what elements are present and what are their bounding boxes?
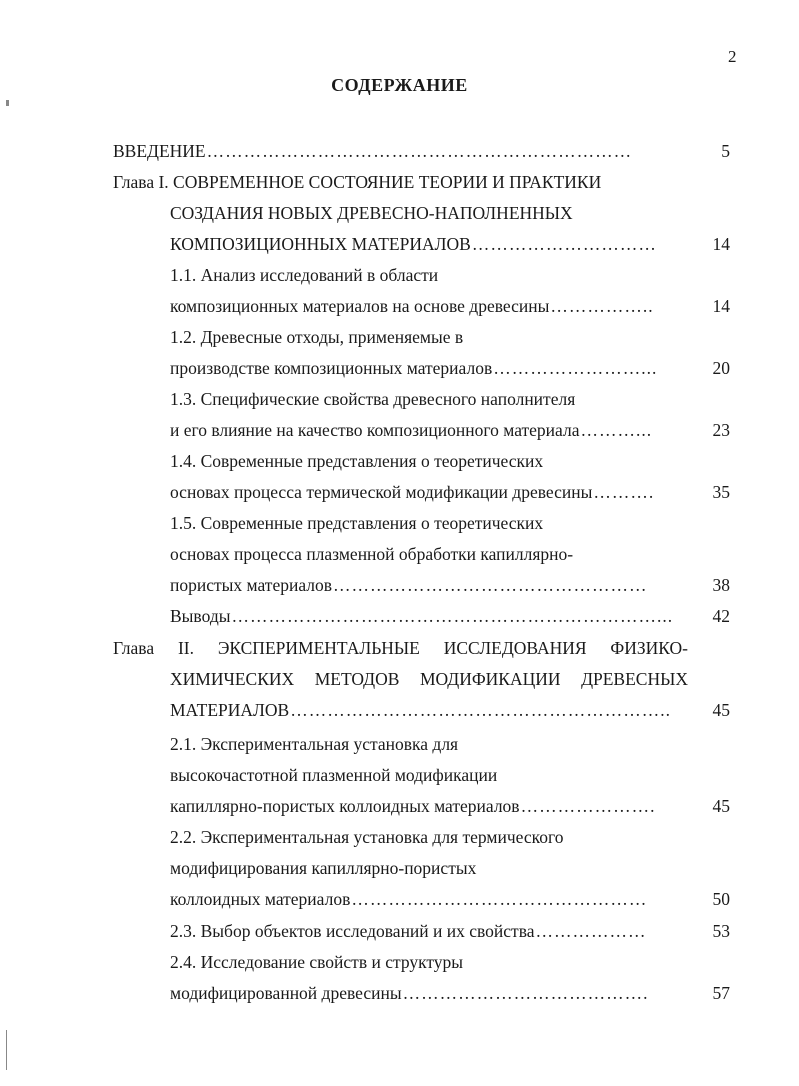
toc-leader-dots: …………………………………………… bbox=[333, 575, 648, 595]
toc-entry-text: КОМПОЗИЦИОННЫХ МАТЕРИАЛОВ bbox=[170, 234, 471, 254]
toc-entry-text: 1.1. Анализ исследований в области bbox=[170, 265, 439, 285]
toc-leader-dots: …………………. bbox=[520, 796, 656, 816]
toc-entry bbox=[170, 202, 745, 232]
toc-entry-text: 2.2. Экспериментальная установка для термического bbox=[170, 827, 564, 847]
toc-leader-dots: ……………… bbox=[535, 921, 647, 941]
toc-entry-text: и его влияние на качество композиционного материала bbox=[170, 420, 580, 440]
toc-entry bbox=[170, 574, 755, 604]
toc-entry bbox=[170, 605, 755, 635]
toc-entry-text: 1.3. Специфические свойства древесного наполнителя bbox=[170, 389, 576, 409]
toc-entry bbox=[170, 982, 755, 1012]
page-title: СОДЕРЖАНИЕ bbox=[331, 75, 468, 95]
toc-page-number: 5 bbox=[721, 141, 730, 161]
toc-entry bbox=[170, 326, 745, 356]
toc-entry bbox=[170, 699, 755, 729]
toc-entry-text: композиционных материалов на основе древесины bbox=[170, 296, 550, 316]
page-number: 2 bbox=[728, 47, 737, 66]
toc-entry-text: 2.4. Исследование свойств и структуры bbox=[170, 952, 464, 972]
toc-entry bbox=[170, 264, 745, 294]
toc-leader-dots: ……………………………………………………………... bbox=[231, 606, 674, 626]
toc-entry bbox=[170, 764, 745, 794]
toc-entry-text: пористых материалов bbox=[170, 575, 332, 595]
toc-entry-text: основах процесса плазменной обработки капиллярно- bbox=[170, 544, 574, 564]
toc-leader-dots: …………….. bbox=[550, 296, 654, 316]
toc-entry-text: производстве композиционных материалов bbox=[170, 358, 493, 378]
toc-entry bbox=[170, 888, 755, 918]
toc-entry bbox=[170, 795, 755, 825]
margin-marks bbox=[6, 100, 9, 106]
toc-entry bbox=[170, 388, 745, 418]
toc-leader-dots: ………. bbox=[593, 482, 655, 502]
toc-page-number: 38 bbox=[712, 575, 730, 595]
toc-page-number: 35 bbox=[712, 482, 730, 502]
toc-entry-text: 1.2. Древесные отходы, применяемые в bbox=[170, 327, 464, 347]
toc-entry bbox=[170, 543, 745, 573]
toc-leader-dots: …………………………………………………………… bbox=[206, 141, 633, 161]
toc-entry-text: СОЗДАНИЯ НОВЫХ ДРЕВЕСНО-НАПОЛНЕННЫХ bbox=[170, 203, 573, 223]
toc-entry-text: Выводы bbox=[170, 606, 231, 626]
toc-page-number: 45 bbox=[712, 700, 730, 720]
toc-entry-text: Глава II. ЭКСПЕРИМЕНТАЛЬНЫЕ ИССЛЕДОВАНИЯ ФИЗИКО- bbox=[113, 638, 688, 658]
toc-entry bbox=[170, 481, 755, 511]
toc-entry-text: модифицированной древесины bbox=[170, 983, 402, 1003]
toc-entry bbox=[170, 920, 755, 950]
toc-entry bbox=[170, 512, 745, 542]
toc-page-number: 57 bbox=[712, 983, 730, 1003]
toc-entry-text: 2.1. Экспериментальная установка для bbox=[170, 734, 459, 754]
toc-entry bbox=[170, 826, 745, 856]
toc-leader-dots: ……………………... bbox=[493, 358, 658, 378]
toc-entry-text: коллоидных материалов bbox=[170, 889, 351, 909]
toc-entry-text: основах процесса термической модификации древесины bbox=[170, 482, 593, 502]
toc-entry bbox=[170, 733, 745, 763]
toc-entry-text: МАТЕРИАЛОВ bbox=[170, 700, 290, 720]
toc-entry-text: капиллярно-пористых коллоидных материалов bbox=[170, 796, 520, 816]
toc-entry bbox=[170, 857, 745, 887]
toc-leader-dots: …………………………………. bbox=[402, 983, 649, 1003]
toc-entry bbox=[170, 419, 755, 449]
toc-entry bbox=[170, 233, 755, 263]
toc-page-number: 23 bbox=[712, 420, 730, 440]
toc-entry bbox=[113, 171, 688, 201]
toc-entry bbox=[113, 140, 698, 170]
toc-leader-dots: ………………………………………… bbox=[351, 889, 648, 909]
toc-entry bbox=[170, 450, 745, 480]
toc-leader-dots: …………………………………………………….. bbox=[290, 700, 671, 720]
toc-page-number: 45 bbox=[712, 796, 730, 816]
toc-entry bbox=[170, 668, 745, 698]
toc-entry-text: высокочастотной плазменной модификации bbox=[170, 765, 498, 785]
toc-leader-dots: ………... bbox=[580, 420, 653, 440]
toc-entry-text: 1.4. Современные представления о теоретических bbox=[170, 451, 544, 471]
toc-page-number: 42 bbox=[712, 606, 730, 626]
toc-leader-dots: ………………………… bbox=[471, 234, 657, 254]
toc-entry bbox=[170, 295, 755, 325]
toc-entry-text: 1.5. Современные представления о теоретических bbox=[170, 513, 544, 533]
toc-page-number: 14 bbox=[712, 296, 730, 316]
toc-entry bbox=[113, 637, 688, 667]
toc-entry-text: Глава I. СОВРЕМЕННОЕ СОСТОЯНИЕ ТЕОРИИ И ПРАКТИКИ bbox=[113, 172, 602, 192]
toc-page-number: 53 bbox=[712, 921, 730, 941]
toc-page-number: 50 bbox=[712, 889, 730, 909]
toc-entry bbox=[170, 951, 745, 981]
toc-page-number: 20 bbox=[712, 358, 730, 378]
toc-entry-text: ВВЕДЕНИЕ bbox=[113, 141, 206, 161]
toc-page-number: 14 bbox=[712, 234, 730, 254]
toc-entry-text: модифицирования капиллярно-пористых bbox=[170, 858, 477, 878]
toc-entry bbox=[170, 357, 755, 387]
margin-marks bbox=[6, 1030, 7, 1070]
toc-entry-text: ХИМИЧЕСКИХ МЕТОДОВ МОДИФИКАЦИИ ДРЕВЕСНЫХ bbox=[170, 669, 688, 689]
toc-entry-text: 2.3. Выбор объектов исследований и их свойства bbox=[170, 921, 535, 941]
